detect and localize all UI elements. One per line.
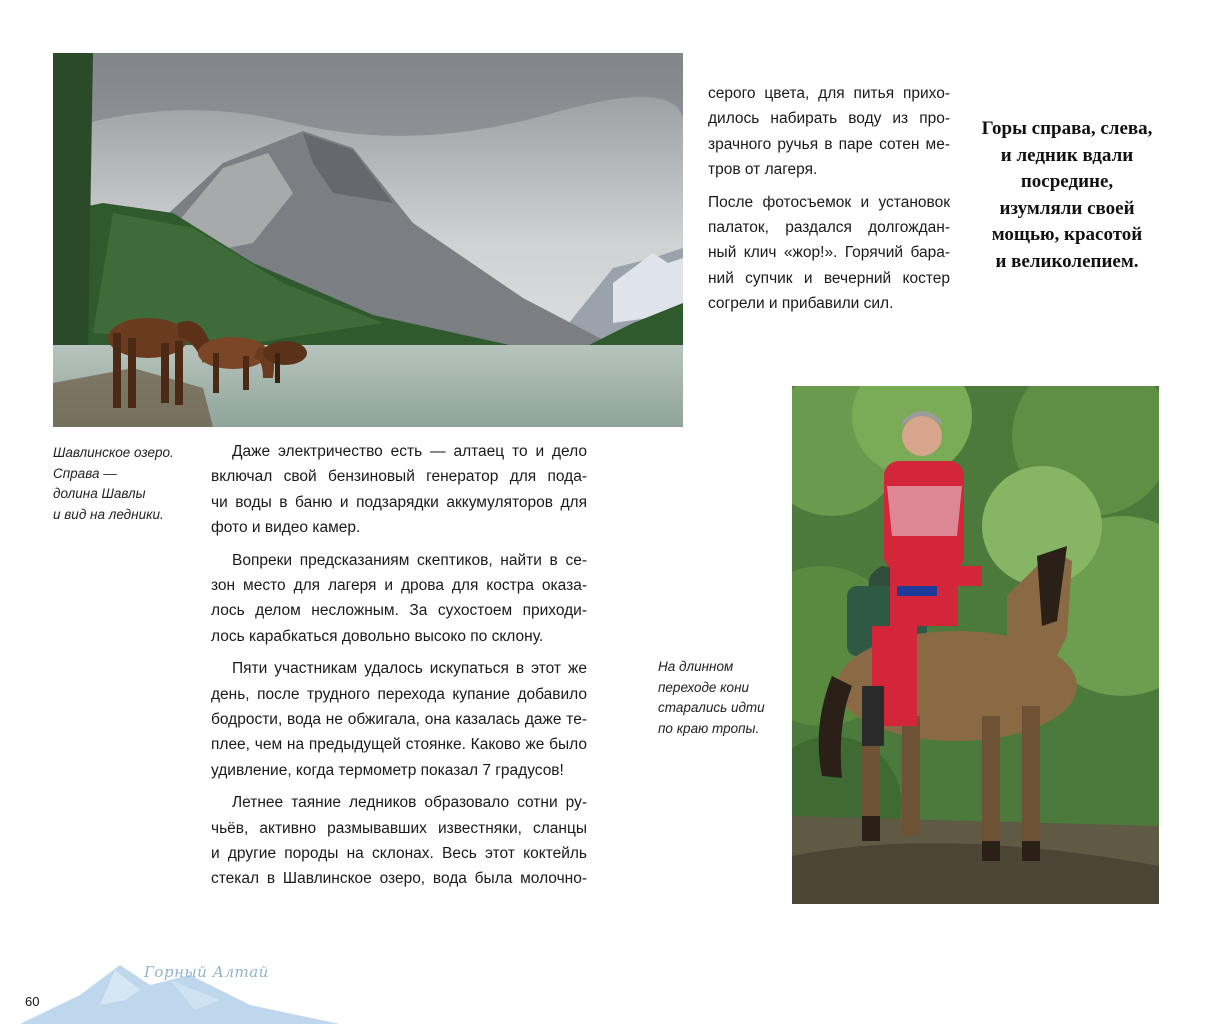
footer-logo: Горный Алтай — [144, 963, 269, 981]
text-line: чи воды в баню и подзарядки аккумуляторов для — [211, 493, 587, 511]
main-text-column — [211, 439, 587, 899]
lake-mountain-horses-photo-icon — [53, 53, 683, 427]
caption-line: старались идти — [658, 700, 765, 715]
text-line: дилось набирать воду из про- — [708, 110, 950, 128]
caption-line: по краю тропы. — [658, 720, 760, 736]
caption-line: Шавлинское озеро. — [53, 445, 174, 460]
text-line: Летнее таяние ледников образовало сотни ру- — [232, 794, 587, 812]
pull-quote-line: и ледник вдали — [1000, 144, 1134, 166]
pull-quote-line: изумляли своей — [999, 197, 1135, 219]
caption-line: и вид на ледники. — [53, 506, 164, 522]
text-line: серого цвета, для питья прихо- — [708, 85, 950, 102]
text-line: После фотосъемок и установок — [708, 193, 950, 211]
paragraph — [211, 790, 587, 891]
text-line: тров от лагеря. — [708, 160, 818, 178]
text-line: стекал в Шавлинское озеро, вода была молочно- — [211, 870, 587, 888]
pull-quote-line: мощью, красотой — [991, 224, 1143, 245]
text-line: лось карабкаться довольно высоко по склону. — [211, 627, 544, 645]
text-line: фото и видео камер. — [211, 518, 361, 536]
text-line: Вопреки предсказаниям скептиков, найти в се- — [232, 551, 587, 569]
pull-quote-line: Горы справа, слева, — [981, 118, 1153, 139]
rider-photo — [792, 386, 1159, 904]
paragraph — [708, 190, 950, 316]
pull-quote — [962, 116, 1172, 275]
text-line: день, после трудного перехода купание добавило — [211, 685, 587, 703]
pull-quote-line: посредине, — [1020, 171, 1114, 192]
right-text-column — [708, 81, 950, 324]
rider-photo-caption — [658, 657, 765, 739]
text-line: плее, чем на предыдущей стоянке. Каково же было — [211, 736, 587, 754]
text-line: удивление, когда термометр показал 7 градусов! — [211, 761, 564, 779]
text-line: бодрости, вода не обжигала, она казалась даже те- — [211, 710, 587, 728]
text-line: и другие породы на склонах. Весь этот коктейль — [211, 844, 587, 862]
text-line: зон место для лагеря и дрова для костра оказа- — [211, 576, 587, 594]
caption-line: Справа — — [53, 465, 117, 481]
text-line: чьёв, активно размывавших известняки, сланцы — [211, 819, 587, 837]
lake-photo-caption — [53, 443, 174, 525]
text-line: ний супчик и вечерний костер — [708, 269, 950, 287]
page-number: 60 — [25, 994, 40, 1009]
caption-line: долина Шавлы — [53, 486, 146, 501]
paragraph — [211, 656, 587, 782]
caption-line: переходе кони — [658, 679, 750, 695]
lake-photo — [53, 53, 683, 427]
text-line: зрачного ручья в паре сотен ме- — [708, 135, 950, 153]
text-line: ный клич «жор!». Горячий бара- — [708, 244, 950, 262]
text-line: Даже электричество есть — алтаец то и дело — [232, 443, 587, 460]
text-line: лось делом несложным. За сухостоем приходи- — [211, 602, 587, 620]
text-line: согрели и прибавили сил. — [708, 294, 894, 312]
rider-on-horse-photo-icon — [792, 386, 1159, 904]
paragraph — [211, 439, 587, 540]
pull-quote-line: и великолепием. — [995, 250, 1139, 272]
text-line: Пяти участникам удалось искупаться в этот же — [232, 660, 587, 678]
caption-line: На длинном — [658, 659, 734, 674]
paragraph — [211, 548, 587, 649]
paragraph — [708, 81, 950, 182]
text-line: палаток, раздался долгождан- — [708, 218, 950, 236]
text-line: включал свой бензиновый генератор для пода- — [211, 468, 587, 486]
